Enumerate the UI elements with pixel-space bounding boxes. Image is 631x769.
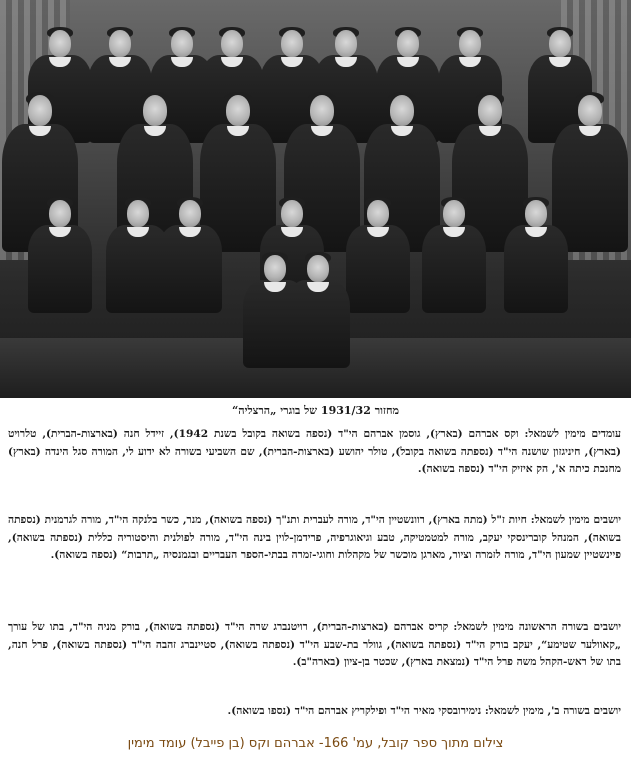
person-clothing [552,124,628,252]
person-face [264,255,285,282]
person-face [49,200,70,227]
person-clothing [286,280,351,368]
person-face [310,95,335,126]
person-face [307,255,328,282]
person-face [226,95,251,126]
caption-first-row: יושבים בשורה הראשונה מימין לשמאל: קריס אברהם (בארצות-הברית), רויטנברג שרה הי"ד (נספתה בשואה), בורק מניה הי"ד, בתו של עורך „קאוולער שטימע“, יעקב בורק הי"ד (נספתה בשואה), גוולר בת-שבע הי"ד (נספתה בשואה), סטיינברג זהבה הי"ד (נספתה בשואה), פרל חנה, בתו של ראש-הקהל משה פרל הי"ד (נמצאת בארץ), שכטר בן-ציון (בארה"ב). [8,621,621,669]
person-clothing [158,225,223,313]
person-face [109,30,130,57]
person-face [281,30,302,57]
person-face [127,200,148,227]
caption-seated-row: יושבים מימין לשמאל: חיות ז"ל (מתה בארץ), רוונשטיין הי"ד, מורה לעברית ותנ"ך (נספה בשואה), מנר, כשר בלנקה הי"ד, מורה לגרמנית (נספתה בשואה), המנהל קוברינסקי יעקב, מורה למטמטיקה, טבע וגיאוגרפיה, פרידמן-לוין בינה הי"ד, מורה לפולנית והיסטוריה כללית (נספתה בשואה), פיינשטיין שמעון הי"ד, מורה לזמרה וציור, מארגן מוכשר של מקהלות וחוגי-זמרה בבתי-הספר העבריים ובגמנסיה „תרבות“ (נספה בשואה). [8,514,621,562]
caption-standing-row: עומדים מימין לשמאל: וקס אברהם (בארץ), גוסמן אברהם הי"ד (נספה בשואה בקובל בשנת 1942), זיידל חנה (בארצות-הברית), טלרויט (בארץ), חיניגזון שושנה הי"ד (נספתה בשואה בקובל), טולר יהושע (בארצות-הברית), שם השביעי בשורה לא ידוע לי, המורה סגל הינדה (בארץ) מחנכת כיתה א', הק איזיק הי"ד (נספה בשואה). [8,428,621,476]
caption-second-row: יושבים בשורה ב', מימין לשמאל: נימירובסקי מאיר הי"ד ופילקריץ אברהם הי"ד (נספו בשואה). [227,705,621,717]
caption-title: מחזור 1931/32 של בוגרי „הרצליה“ [231,404,400,417]
person-face [443,200,464,227]
person-face [478,95,503,126]
person-face [171,30,192,57]
person-face [459,30,480,57]
person-face [281,200,302,227]
person-clothing [346,225,411,313]
person-face [367,200,388,227]
person-face [335,30,356,57]
person-face [397,30,418,57]
person-face [143,95,168,126]
person-face [525,200,546,227]
person-face [221,30,242,57]
person-face [179,200,200,227]
person-face [28,95,53,126]
person-face [390,95,415,126]
person-clothing [28,225,93,313]
photo-credit: צילום מתוך ספר קובל, עמ' 166- אברהם וקס (בן פייבל) עומד מימין [127,736,504,751]
person-face [549,30,570,57]
person-clothing [504,225,569,313]
person-face [49,30,70,57]
person-clothing [422,225,487,313]
person-face [578,95,603,126]
